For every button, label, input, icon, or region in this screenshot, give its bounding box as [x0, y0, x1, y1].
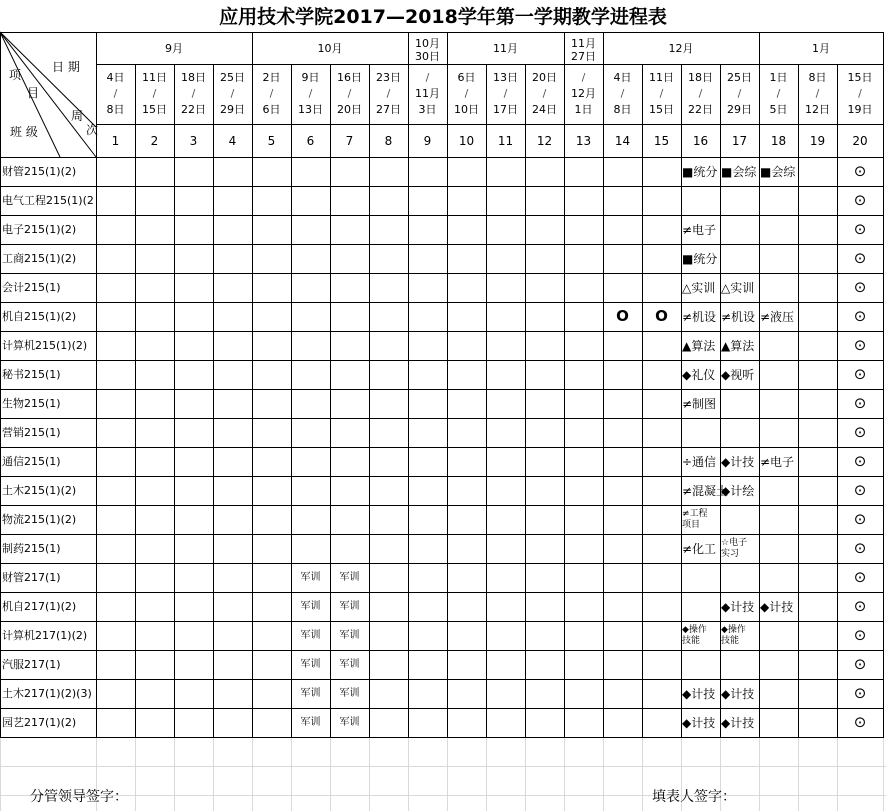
date-slash: / [659, 87, 664, 100]
week-number: 9 [423, 134, 432, 148]
date-range-start: 18日 [688, 71, 713, 84]
schedule-cell: ◆计技 [721, 455, 755, 469]
week-number: 13 [575, 134, 592, 148]
week-number: 10 [458, 134, 475, 148]
schedule-cell: △实训 [682, 281, 716, 295]
schedule-cell: ÷通信 [682, 455, 717, 469]
corner-label-ci: 次 [86, 123, 99, 137]
date-range-end: 24日 [532, 103, 557, 116]
schedule-cell: ◆计技 [721, 716, 755, 730]
date-slash: / [776, 87, 781, 100]
date-slash: / [464, 87, 469, 100]
schedule-cell: ■统分 [682, 165, 718, 179]
date-range-end: 10日 [454, 103, 479, 116]
week-number: 12 [536, 134, 553, 148]
schedule-cell: 军训 [339, 572, 360, 583]
corner-label-class: 班 级 [10, 125, 38, 139]
schedule-cell: 军训 [300, 572, 321, 583]
class-name: 园艺217(1)(2) [2, 716, 77, 729]
date-slash: / [230, 87, 235, 100]
date-slash: / [269, 87, 274, 100]
date-slash: / [308, 87, 313, 100]
date-range-end: 17日 [493, 103, 518, 116]
week-number: 16 [692, 134, 709, 148]
holiday-marker-icon: ⊙ [853, 597, 867, 615]
schedule-cell: ◆计技 [721, 687, 755, 701]
class-name: 营销215(1) [2, 426, 61, 439]
schedule-cell: △实训 [721, 281, 755, 295]
date-range-end: 29日 [727, 103, 752, 116]
holiday-marker-icon: ⊙ [853, 655, 867, 673]
holiday-marker-icon: ⊙ [853, 336, 867, 354]
holiday-marker-icon: ⊙ [853, 626, 867, 644]
date-slash: / [620, 87, 625, 100]
date-range-end: 20日 [337, 103, 362, 116]
class-name: 通信215(1) [2, 455, 61, 468]
date-range-start: 2日 [262, 71, 281, 84]
schedule-cell: ◆视听 [721, 368, 755, 382]
schedule-cell: ≠液压 [760, 310, 795, 324]
holiday-marker-icon: ⊙ [853, 481, 867, 499]
holiday-marker-icon: ⊙ [853, 568, 867, 586]
holiday-marker-icon: ⊙ [853, 365, 867, 383]
class-name: 工商215(1)(2) [2, 252, 77, 265]
date-range-start: 1日 [769, 71, 788, 84]
class-name: 会计215(1) [2, 281, 61, 294]
holiday-marker-icon: ⊙ [853, 278, 867, 296]
class-name: 汽服217(1) [2, 658, 61, 671]
month-header: 9月 [165, 42, 183, 55]
class-name: 土木215(1)(2) [2, 484, 77, 497]
schedule-cell: ■统分 [682, 252, 718, 266]
schedule-cell: ≠电子 [760, 455, 795, 469]
schedule-cell: 军训 [300, 659, 321, 670]
week-number: 7 [345, 134, 354, 148]
class-name: 机自217(1)(2) [2, 600, 77, 613]
date-slash: / [191, 87, 196, 100]
date-range-end: 8日 [106, 103, 125, 116]
week-number: 15 [653, 134, 670, 148]
date-range-end: 3日 [418, 103, 437, 116]
week-number: 18 [770, 134, 787, 148]
month-header: 1月 [812, 42, 830, 55]
schedule-cell: 军训 [339, 601, 360, 612]
week-number: 17 [731, 134, 748, 148]
circle-marker-icon: O [655, 307, 668, 325]
schedule-cell: ■会综 [760, 165, 796, 179]
date-slash: / [581, 71, 586, 84]
date-range-start: 20日 [532, 71, 557, 84]
schedule-cell: ≠机设 [682, 310, 717, 324]
date-range-start: 15日 [847, 71, 873, 84]
date-range-end: 22日 [181, 103, 206, 116]
schedule-cell: ◆操作 技能 [721, 625, 746, 646]
month-header: 11月 [493, 42, 518, 55]
month-header: 12月 [668, 42, 694, 55]
corner-label-mu: 目 [27, 86, 40, 100]
schedule-cell: ◆计技 [760, 600, 794, 614]
date-range-end: 22日 [688, 103, 713, 116]
week-number: 5 [267, 134, 276, 148]
date-range-start: 18日 [181, 71, 206, 84]
date-slash: / [737, 87, 742, 100]
holiday-marker-icon: ⊙ [853, 249, 867, 267]
schedule-cell: ☆电子 实习 [721, 538, 748, 559]
week-number: 19 [809, 134, 826, 148]
date-slash: / [152, 87, 157, 100]
date-slash: / [698, 87, 703, 100]
holiday-marker-icon: ⊙ [853, 307, 867, 325]
date-range-end: 13日 [298, 103, 323, 116]
schedule-cell: ◆礼仪 [682, 368, 716, 382]
date-range-end: 15日 [649, 103, 674, 116]
schedule-cell: 军训 [339, 717, 360, 728]
date-range-start: 8日 [808, 71, 827, 84]
date-divider [96, 124, 884, 125]
holiday-marker-icon: ⊙ [853, 220, 867, 238]
week-number: 8 [384, 134, 393, 148]
week-number: 11 [497, 134, 514, 148]
month-header: 10月 30日 [415, 37, 440, 63]
class-name: 制药215(1) [2, 542, 61, 555]
week-number: 20 [852, 134, 868, 148]
date-range-end: 6日 [262, 103, 281, 116]
holiday-marker-icon: ⊙ [853, 191, 867, 209]
schedule-cell: 军训 [339, 630, 360, 641]
month-header: 11月 27日 [571, 37, 596, 63]
date-range-start: 12月 [571, 87, 596, 100]
week-number: 1 [111, 134, 120, 148]
date-slash: / [425, 71, 430, 84]
schedule-cell: ◆操作 技能 [682, 625, 707, 646]
schedule-cell: 军训 [300, 717, 321, 728]
date-range-end: 1日 [574, 103, 593, 116]
schedule-cell: ≠机设 [721, 310, 756, 324]
schedule-cell: ◆计技 [721, 600, 755, 614]
date-slash: / [542, 87, 547, 100]
date-slash: / [503, 87, 508, 100]
week-number: 6 [306, 134, 315, 148]
schedule-cell: ▲算法 [721, 339, 755, 353]
class-name: 物流215(1)(2) [2, 513, 77, 526]
date-range-start: 6日 [457, 71, 476, 84]
schedule-cell: ≠工程 项目 [682, 509, 708, 530]
date-range-start: 4日 [613, 71, 632, 84]
week-number: 14 [614, 134, 631, 148]
date-range-end: 12日 [805, 103, 830, 116]
schedule-cell: ≠化工 [682, 542, 717, 556]
date-slash: / [347, 87, 352, 100]
month-divider [96, 64, 884, 65]
corner-label-date: 日 期 [52, 60, 80, 74]
week-number: 4 [228, 134, 237, 148]
date-range-start: 25日 [727, 71, 752, 84]
date-range-start: 13日 [493, 71, 518, 84]
date-slash: / [815, 87, 820, 100]
class-name: 土木217(1)(2)(3) [2, 687, 92, 700]
date-range-start: 25日 [220, 71, 245, 84]
schedule-cell: 军训 [339, 659, 360, 670]
class-name: 财管215(1)(2) [2, 165, 77, 178]
holiday-marker-icon: ⊙ [853, 452, 867, 470]
date-range-end: 27日 [376, 103, 401, 116]
class-name: 财管217(1) [2, 571, 61, 584]
date-range-start: 11月 [415, 87, 440, 100]
schedule-cell: ■会综 [721, 165, 757, 179]
date-range-start: 16日 [337, 71, 362, 84]
holiday-marker-icon: ⊙ [853, 713, 867, 731]
date-range-end: 5日 [769, 103, 788, 116]
date-range-end: 15日 [142, 103, 167, 116]
holiday-marker-icon: ⊙ [853, 423, 867, 441]
class-name: 生物215(1) [2, 397, 61, 410]
holiday-marker-icon: ⊙ [853, 162, 867, 180]
page-title: 应用技术学院2017—2018学年第一学期教学进程表 [219, 6, 667, 28]
schedule-cell: ▲算法 [682, 339, 716, 353]
class-name: 电子215(1)(2) [2, 223, 77, 236]
date-slash: / [858, 87, 862, 100]
date-range-start: 9日 [301, 71, 320, 84]
table-top-border [0, 32, 884, 33]
date-range-end: 29日 [220, 103, 245, 116]
circle-marker-icon: O [616, 307, 629, 325]
date-slash: / [113, 87, 118, 100]
schedule-cell: 军训 [300, 601, 321, 612]
week-number: 2 [150, 134, 159, 148]
holiday-marker-icon: ⊙ [853, 684, 867, 702]
corner-label-item: 项 [9, 68, 22, 82]
date-slash: / [386, 87, 391, 100]
schedule-cell: 军训 [339, 688, 360, 699]
holiday-marker-icon: ⊙ [853, 539, 867, 557]
filler-signature-label: 填表人签字： [652, 789, 736, 805]
holiday-marker-icon: ⊙ [853, 510, 867, 528]
schedule-cell: 军训 [300, 688, 321, 699]
class-name: 计算机215(1)(2) [2, 339, 88, 352]
schedule-cell: ◆计绘 [721, 484, 755, 498]
date-range-start: 23日 [376, 71, 401, 84]
date-range-start: 11日 [649, 71, 674, 84]
schedule-cell: ◆计技 [682, 687, 716, 701]
week-number: 3 [189, 134, 198, 148]
date-range-end: 19日 [847, 103, 873, 116]
date-range-end: 8日 [613, 103, 632, 116]
month-header: 10月 [317, 42, 343, 55]
schedule-cell: ≠电子 [682, 223, 717, 237]
class-name: 电气工程215(1)(2 [2, 194, 94, 207]
corner-label-zhou: 周 [71, 109, 84, 123]
class-name: 计算机217(1)(2) [2, 629, 88, 642]
schedule-cell: ≠混凝土 [682, 484, 729, 498]
schedule-cell: ≠制图 [682, 397, 717, 411]
holiday-marker-icon: ⊙ [853, 394, 867, 412]
leader-signature-label: 分管领导签字： [30, 789, 128, 805]
schedule-cell: ◆计技 [682, 716, 716, 730]
schedule-cell: 军训 [300, 630, 321, 641]
date-range-start: 11日 [142, 71, 167, 84]
date-range-start: 4日 [106, 71, 125, 84]
class-name: 秘书215(1) [2, 368, 61, 381]
class-name: 机自215(1)(2) [2, 310, 77, 323]
